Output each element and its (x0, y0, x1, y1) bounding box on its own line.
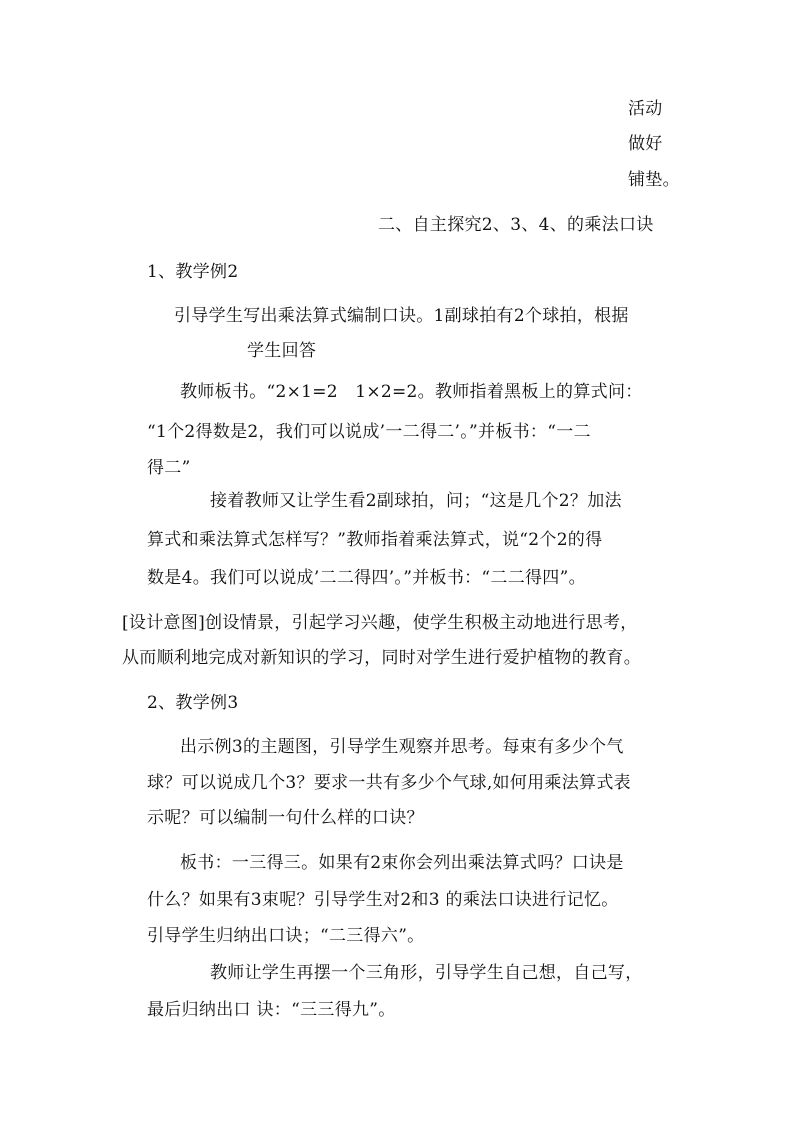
paragraph-line: 学生回答 (247, 341, 317, 361)
side-note-line-1: 活动 (628, 99, 663, 119)
paragraph-line: 得二” (147, 458, 191, 478)
paragraph-line: 出示例3的主题图，引导学生观察并思考。每束有多少个气 (180, 737, 624, 757)
paragraph-line: 板书：一三得三。如果有2束你会列出乘法算式吗？口诀是 (180, 853, 624, 873)
paragraph-line: 接着教师又让学生看2副球拍，问；“这是几个2？加法 (210, 491, 622, 511)
example-2-title: 2、教学例3 (147, 693, 239, 713)
design-intent-line: 从而顺利地完成对新知识的学习，同时对学生进行爱护植物的教育。 (122, 648, 641, 668)
paragraph-line: 教师让学生再摆一个三角形，引导学生自己想，自己写， (210, 963, 643, 983)
side-note-line-2: 做好 (628, 134, 663, 154)
side-note-line-3: 铺垫。 (628, 170, 680, 190)
paragraph-line: 示呢？可以编制一句什么样的口诀？ (147, 808, 424, 828)
paragraph-line: 引导学生归纳出口诀；“二三得六”。 (147, 926, 425, 946)
paragraph-line: 引导学生写出乘法算式编制口诀。1副球拍有2个球拍，根据 (174, 306, 629, 326)
paragraph-line: 数是4。我们可以说成’二二得四’。”并板书：“二二得四”。 (147, 568, 586, 588)
paragraph-line: 教师板书。“2×1=2 1×2=2。教师指着黑板上的算式问： (180, 382, 643, 402)
design-intent-line: [设计意图]创设情景，引起学习兴趣，使学生积极主动地进行思考， (122, 613, 638, 633)
paragraph-line: 最后归纳出口 诀：“三三得九”。 (147, 1000, 396, 1020)
paragraph-line: “1个2得数是2，我们可以说成’一二得二’。”并板书：“一二 (147, 422, 591, 442)
paragraph-line: 算式和乘法算式怎样写？”教师指着乘法算式，说“2个2的得 (147, 530, 603, 550)
paragraph-line: 什么？如果有3束呢？引导学生对2和3 的乘法口诀进行记忆。 (147, 890, 619, 910)
example-1-title: 1、教学例2 (147, 262, 239, 282)
paragraph-line: 球？可以说成几个3？要求一共有多少个气球,如何用乘法算式表 (147, 773, 631, 793)
section-heading: 二、自主探究2、3、4、的乘法口诀 (378, 215, 654, 235)
